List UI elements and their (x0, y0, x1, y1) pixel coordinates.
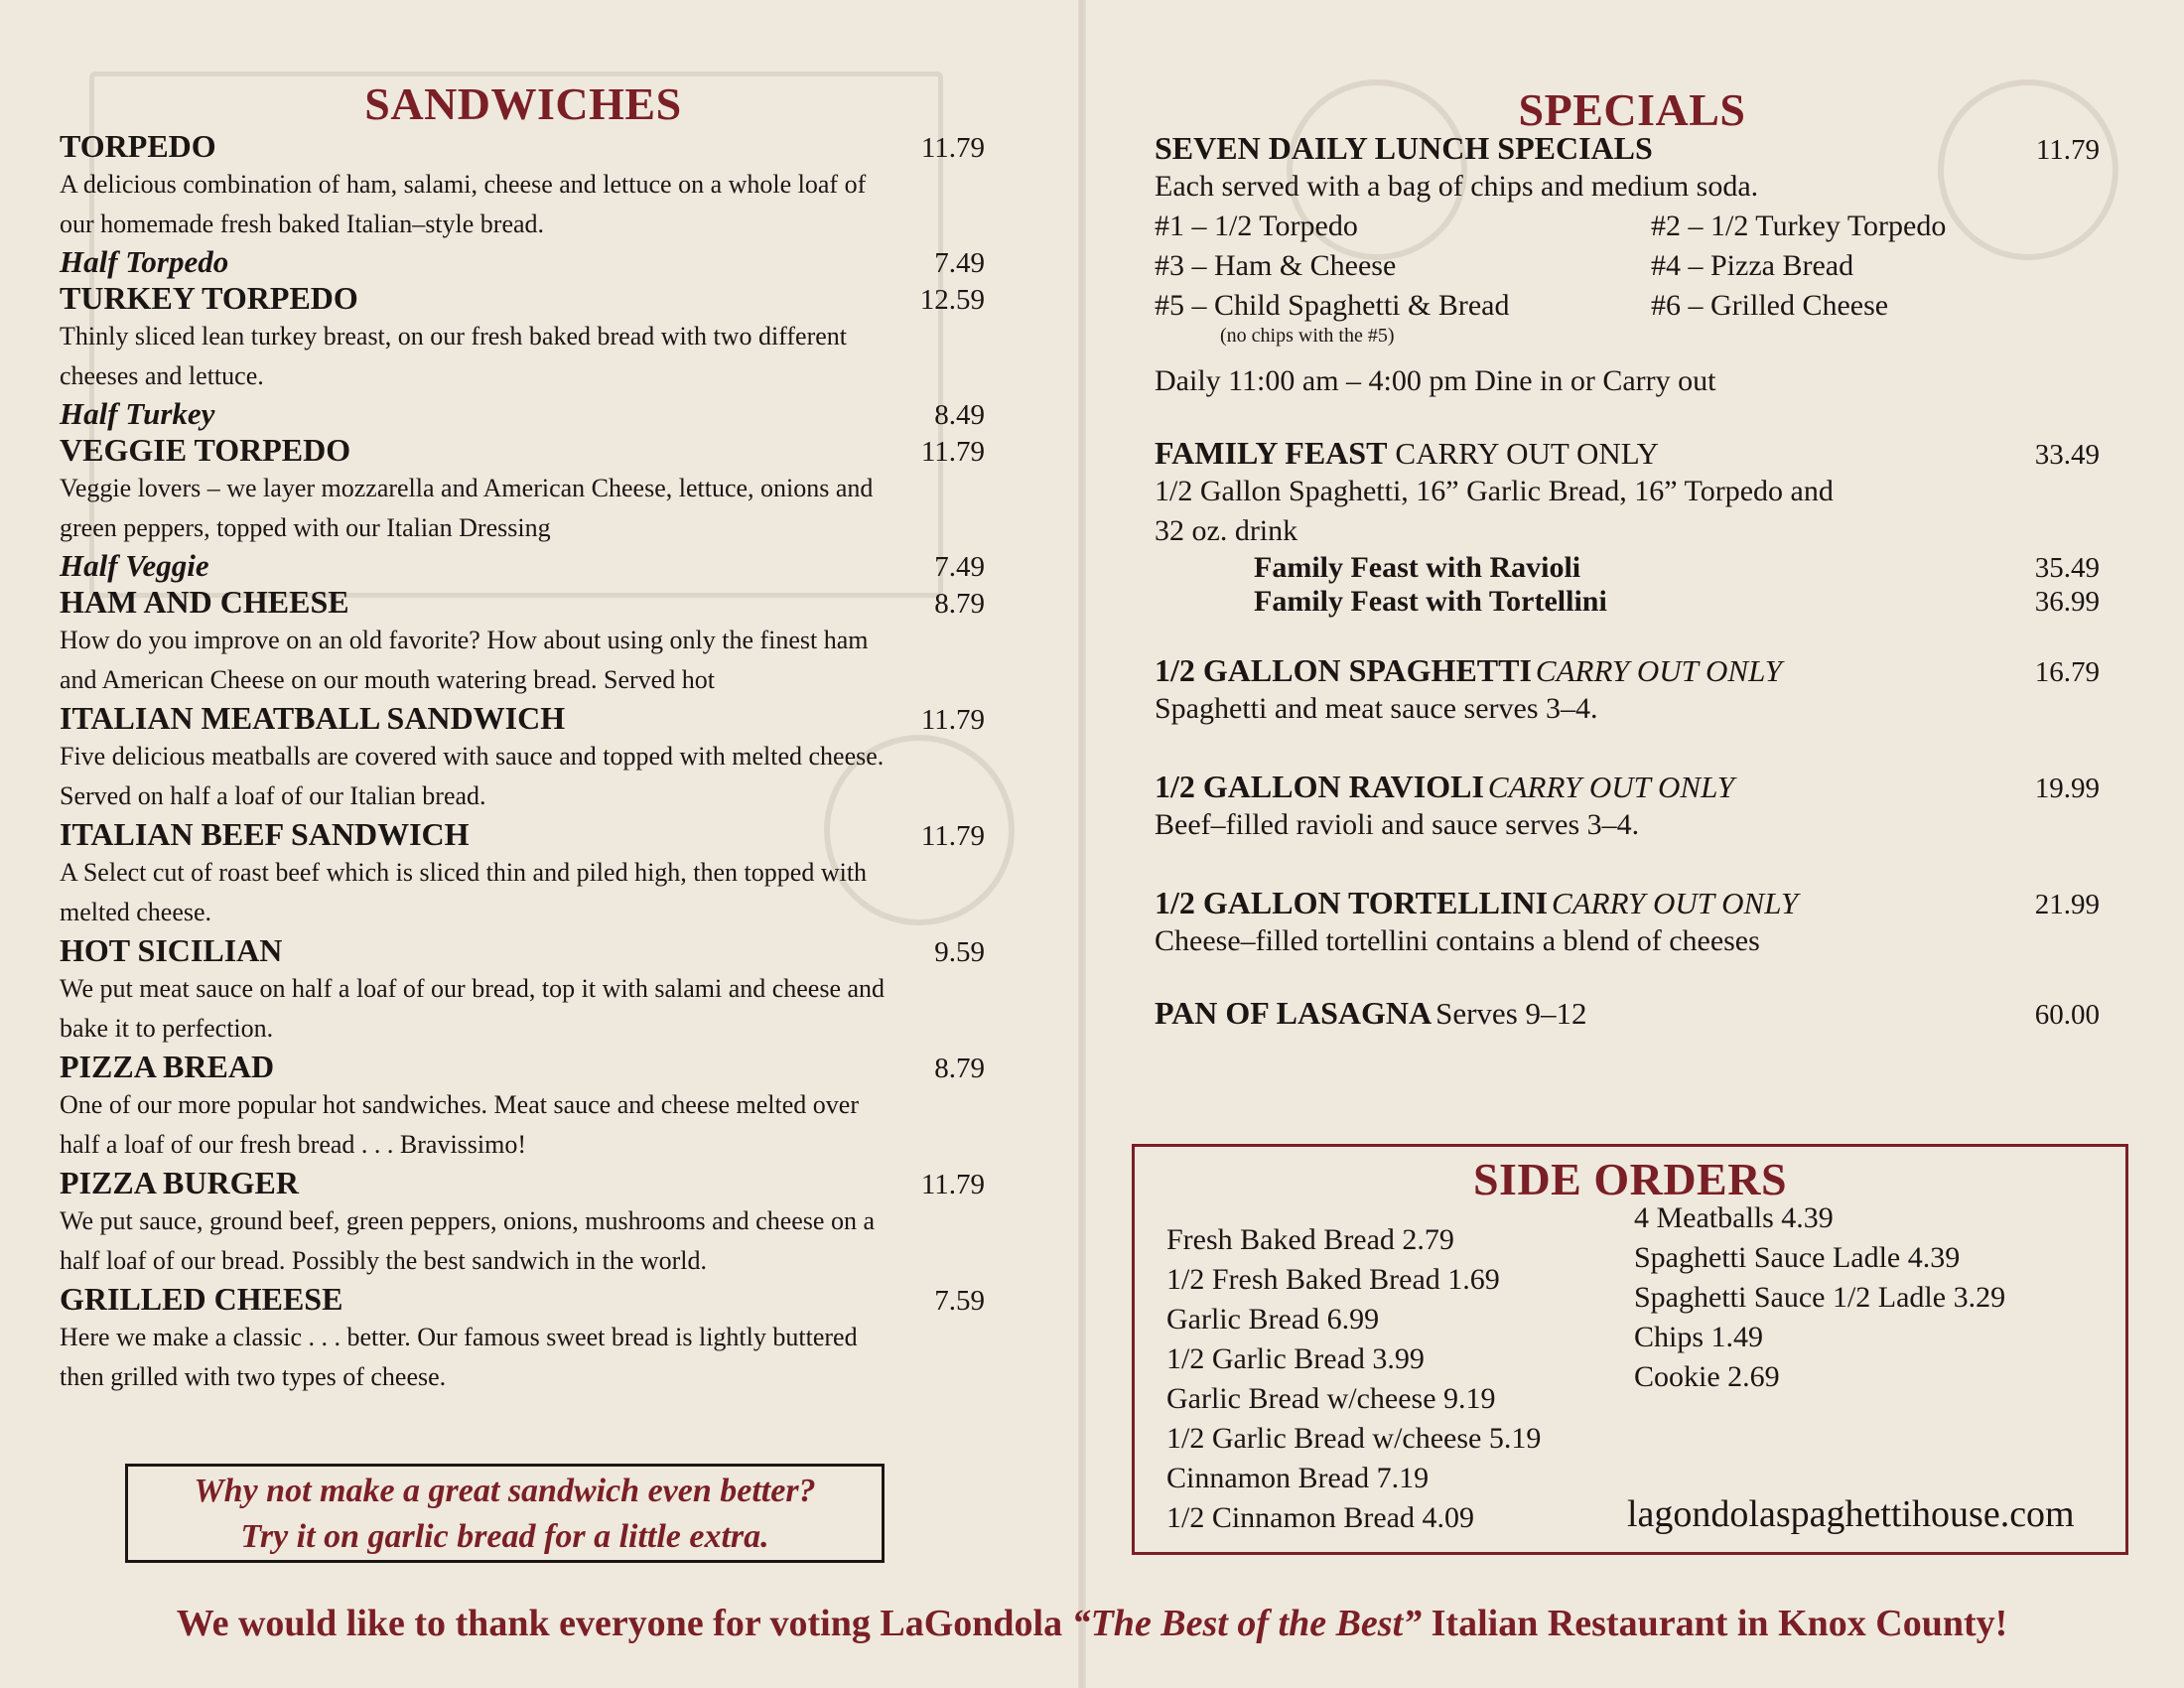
side-order-item: 1/2 Garlic Bread 3.99 (1166, 1342, 1425, 1375)
footer-part-2: Italian Restaurant in Knox County! (1422, 1603, 2008, 1644)
sandwich-desc: Here we make a classic . . . better. Our famous sweet bread is lightly buttered then grilled with two types of cheese. (60, 1323, 858, 1391)
side-order-item: Spaghetti Sauce 1/2 Ladle 3.29 (1634, 1281, 2006, 1314)
gallon-item-price: 19.99 (2034, 773, 2100, 804)
sandwich-name: PIZZA BURGER (60, 1165, 299, 1200)
half-item (60, 396, 985, 432)
sandwich-item (60, 1049, 985, 1165)
side-order-item: 1/2 Garlic Bread w/cheese 5.19 (1166, 1422, 1542, 1455)
sandwich-item (60, 432, 985, 548)
sandwich-item (60, 128, 985, 244)
item-price: 11.79 (920, 132, 985, 164)
item-price: 11.79 (920, 1169, 985, 1200)
lunch-specials-name: SEVEN DAILY LUNCH SPECIALS (1155, 130, 1653, 166)
side-orders-left (1166, 1220, 1541, 1538)
family-feast-variant: Family Feast with Tortellini (1254, 585, 1607, 618)
sandwich-item (60, 700, 985, 816)
sandwich-desc: We put meat sauce on half a loaf of our bread, top it with salami and cheese and bake it to perfection. (60, 974, 886, 1043)
sandwiches-section (60, 77, 985, 1397)
page-fold (1078, 0, 1086, 1688)
footer-thanks (0, 1602, 2184, 1645)
sandwich-name: ITALIAN BEEF SANDWICH (60, 816, 470, 852)
side-order-item: Garlic Bread w/cheese 9.19 (1166, 1382, 1496, 1415)
side-orders-box (1132, 1144, 2128, 1555)
lunch-specials (1155, 130, 2100, 401)
sandwich-item (60, 1165, 985, 1281)
sandwich-item (60, 1281, 985, 1397)
gallon-item-name: 1/2 GALLON TORTELLINI (1155, 885, 1549, 920)
family-feast-tag: CARRY OUT ONLY (1395, 436, 1659, 471)
sandwich-name: TURKEY TORPEDO (60, 280, 358, 316)
item-price: 7.49 (934, 247, 985, 279)
item-price: 8.79 (934, 588, 985, 620)
family-feast-variant: Family Feast with Ravioli (1254, 551, 1581, 584)
gallon-item-desc: Beef–filled ravioli and sauce serves 3–4. (1155, 808, 1640, 841)
side-order-item: Fresh Baked Bread 2.79 (1166, 1223, 1454, 1256)
item-price: 12.59 (919, 284, 985, 316)
family-feast-desc: 1/2 Gallon Spaghetti, 16” Garlic Bread, 16” Torpedo and 32 oz. drink (1155, 475, 1834, 547)
gallon-item (1155, 769, 2100, 845)
sandwich-name: VEGGIE TORPEDO (60, 432, 351, 468)
half-item (60, 548, 985, 584)
half-item-name: Half Turkey (60, 396, 215, 431)
sandwich-item (60, 816, 985, 932)
sandwich-desc: A delicious combination of ham, salami, cheese and lettuce on a whole loaf of our homemade fresh baked Italian–style bread. (60, 170, 867, 238)
gallon-item-tag: CARRY OUT ONLY (1535, 653, 1782, 688)
lunch-note: (no chips with the #5) (1220, 325, 1395, 347)
family-feast-variant-price: 35.49 (2034, 552, 2100, 584)
lunch-option: #4 – Pizza Bread (1651, 249, 1854, 282)
item-price: 11.79 (920, 436, 985, 468)
half-item (60, 244, 985, 280)
gallon-item-price: 16.79 (2034, 656, 2100, 688)
gallon-item-tag: CARRY OUT ONLY (1487, 770, 1734, 804)
sandwich-name: TORPEDO (60, 128, 216, 164)
website-url[interactable]: lagondolaspaghettihouse.com (1627, 1493, 2075, 1535)
sandwich-item (60, 584, 985, 700)
gallon-item-desc: Cheese–filled tortellini contains a blend of cheeses (1155, 924, 1760, 957)
sandwich-desc: Veggie lovers – we layer mozzarella and American Cheese, lettuce, onions and green peppers, topped with our Italian Dressing (60, 474, 874, 542)
side-order-item: 1/2 Cinnamon Bread 4.09 (1166, 1501, 1474, 1534)
sandwich-item (60, 280, 985, 396)
gallon-item-price: 21.99 (2034, 889, 2100, 920)
sandwich-desc: Thinly sliced lean turkey breast, on our fresh baked bread with two different cheeses and lettuce. (60, 322, 847, 390)
item-price: 11.79 (920, 820, 985, 852)
side-order-item: 1/2 Fresh Baked Bread 1.69 (1166, 1263, 1500, 1296)
half-item-name: Half Veggie (60, 548, 209, 583)
sandwich-name: GRILLED CHEESE (60, 1281, 343, 1317)
side-order-item: Garlic Bread 6.99 (1166, 1303, 1380, 1336)
sandwich-name: ITALIAN MEATBALL SANDWICH (60, 700, 566, 736)
item-price: 8.79 (934, 1053, 985, 1084)
lunch-option: #3 – Ham & Cheese (1155, 249, 1397, 282)
item-price: 7.59 (934, 1285, 985, 1317)
family-feast-price: 33.49 (2034, 439, 2100, 471)
sandwich-name: HOT SICILIAN (60, 932, 283, 968)
lunch-option: #6 – Grilled Cheese (1651, 289, 1889, 322)
sandwich-desc: A Select cut of roast beef which is sliced thin and piled high, then topped with melted cheese. (60, 858, 868, 926)
lunch-option: #2 – 1/2 Turkey Torpedo (1651, 210, 1947, 242)
sandwich-desc: We put sauce, ground beef, green peppers, onions, mushrooms and cheese on a half loaf of our bread. Possibly the best sandwich in the world. (60, 1206, 875, 1275)
gallon-item-desc: Spaghetti and meat sauce serves 3–4. (1155, 692, 1598, 725)
sandwich-list (60, 128, 985, 1397)
lunch-specials-desc: Each served with a bag of chips and medium soda. (1155, 170, 1759, 203)
side-order-item: Chips 1.49 (1634, 1321, 1764, 1353)
sandwich-desc: Five delicious meatballs are covered with sauce and topped with melted cheese. Served on half a loaf of our Italian bread. (60, 742, 885, 810)
specials-title: SPECIALS (1518, 84, 1746, 135)
footer-quote: “The Best of the Best” (1071, 1603, 1423, 1644)
sandwich-name: HAM AND CHEESE (60, 584, 349, 620)
gallon-item-tag: CARRY OUT ONLY (1552, 886, 1799, 920)
side-order-item: Cinnamon Bread 7.19 (1166, 1462, 1430, 1494)
lasagna-serves: Serves 9–12 (1435, 996, 1587, 1031)
lunch-option: #1 – 1/2 Torpedo (1155, 210, 1358, 242)
family-feast (1155, 435, 2100, 619)
lasagna-name: PAN OF LASAGNA (1155, 995, 1433, 1031)
garlic-bread-callout (125, 1464, 885, 1563)
item-price: 7.49 (934, 551, 985, 583)
gallon-item (1155, 652, 2100, 729)
family-feast-name: FAMILY FEAST (1155, 435, 1388, 471)
callout-line-1: Why not make a great sandwich even better? (194, 1473, 816, 1509)
gallon-item (1155, 885, 2100, 961)
lasagna-item (1155, 995, 2100, 1032)
lasagna-price: 60.00 (2034, 999, 2100, 1031)
item-price: 11.79 (920, 704, 985, 736)
item-price: 8.49 (934, 399, 985, 431)
side-orders-right (1634, 1198, 2005, 1397)
half-item-name: Half Torpedo (60, 244, 229, 279)
sandwich-desc: How do you improve on an old favorite? How about using only the finest ham and American Cheese on our mouth watering bread. Served hot (60, 626, 869, 694)
lunch-options (1155, 207, 2100, 326)
callout-line-2: Try it on garlic bread for a little extra. (240, 1518, 769, 1555)
side-orders-title: SIDE ORDERS (1472, 1154, 1788, 1204)
footer-part-1: We would like to thank everyone for voting LaGondola (176, 1603, 1072, 1644)
side-order-item: Spaghetti Sauce Ladle 4.39 (1634, 1241, 1961, 1274)
sandwich-desc: One of our more popular hot sandwiches. Meat sauce and cheese melted over half a loaf of our fresh bread . . . Bravissimo! (60, 1090, 859, 1159)
side-order-item: Cookie 2.69 (1634, 1360, 1780, 1393)
family-feast-variant-price: 36.99 (2034, 586, 2100, 618)
sandwich-name: PIZZA BREAD (60, 1049, 275, 1084)
side-order-item: 4 Meatballs 4.39 (1634, 1201, 1834, 1234)
sandwich-item (60, 932, 985, 1049)
specials-section (1155, 83, 2100, 1032)
sandwiches-title: SANDWICHES (364, 78, 682, 129)
lunch-hours: Daily 11:00 am – 4:00 pm Dine in or Carry out (1155, 364, 1716, 397)
lunch-specials-price: 11.79 (2035, 134, 2100, 166)
gallon-item-name: 1/2 GALLON RAVIOLI (1155, 769, 1484, 804)
item-price: 9.59 (934, 936, 985, 968)
lunch-option: #5 – Child Spaghetti & Bread (1155, 289, 1510, 322)
gallon-item-name: 1/2 GALLON SPAGHETTI (1155, 652, 1532, 688)
